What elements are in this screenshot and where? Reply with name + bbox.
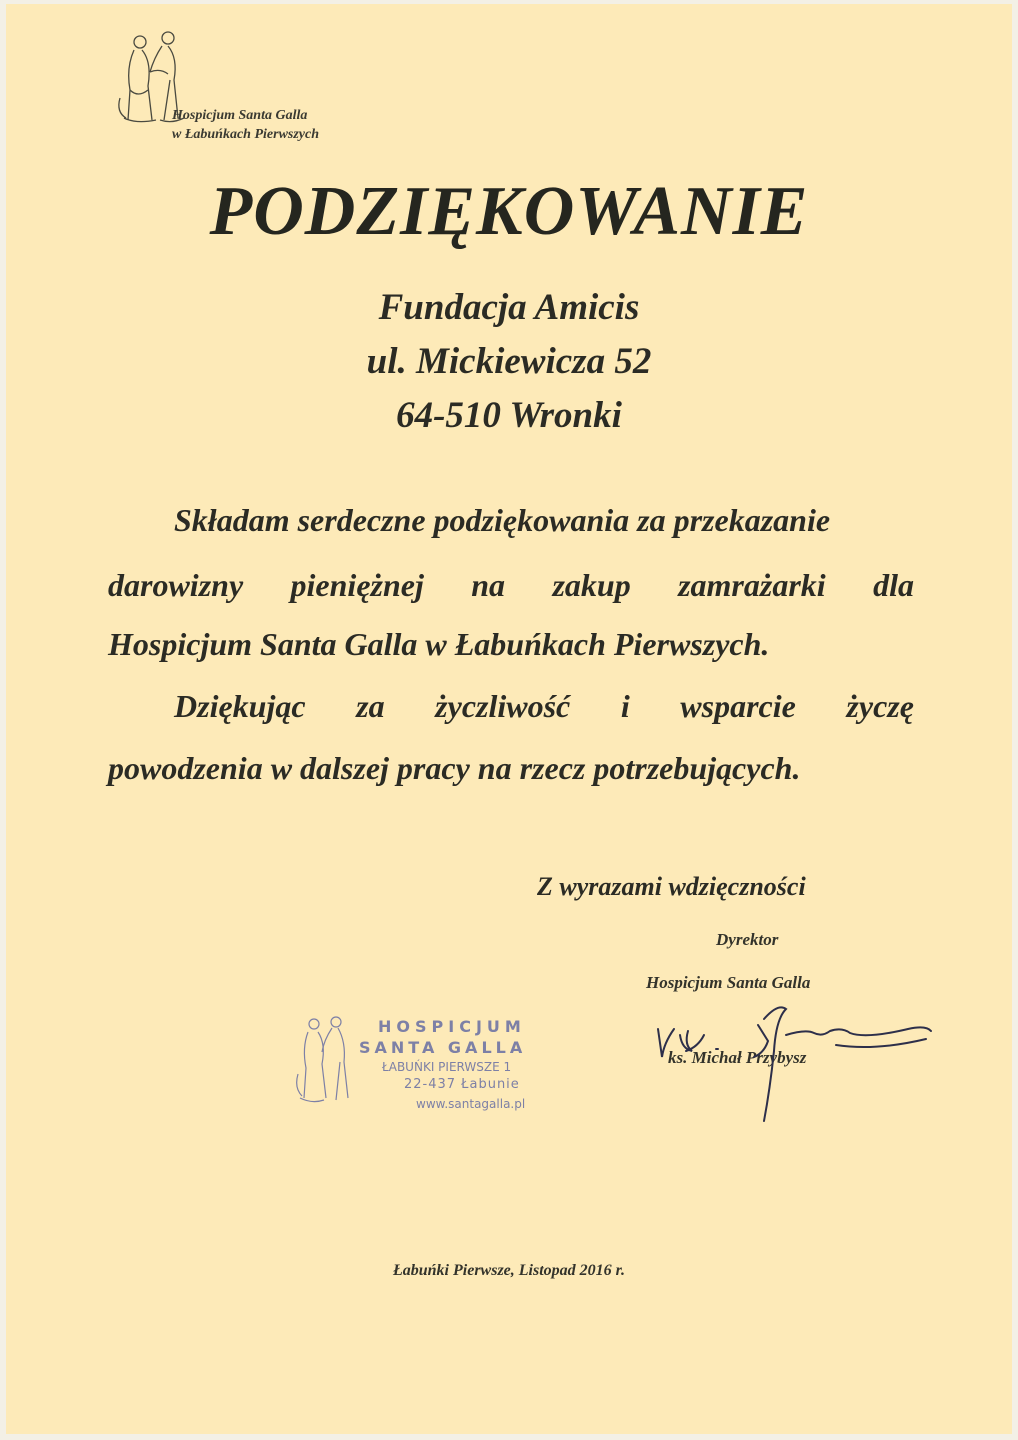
body-line-1: Składam serdeczne podziękowania za przekazanie [174, 502, 831, 538]
signatory-name: ks. Michał Przybysz [668, 1048, 807, 1067]
document-title: PODZIĘKOWANIE [209, 173, 809, 250]
body-word: zamrażarki [678, 567, 826, 603]
body-word: darowizny [108, 567, 244, 603]
closing-phrase: Z wyrazami wdzięczności [537, 872, 806, 901]
body-line-5: powodzenia w dalszej pracy na rzecz potrzebujących. [108, 750, 801, 786]
body-word: Dziękując [174, 688, 306, 724]
body-word: życzliwość [435, 688, 571, 724]
body-word: życzę [846, 688, 914, 724]
recipient-name: Fundacja Amicis [378, 287, 640, 328]
body-word: pieniężnej [290, 567, 424, 603]
handwritten-signature [646, 989, 946, 1139]
signatory-institution: Hospicjum Santa Galla [646, 973, 811, 992]
stamp-line2: SANTA GALLA [359, 1038, 527, 1057]
document-page [6, 4, 1012, 1434]
header-org-line2: w Łabuńkach Pierwszych [172, 127, 320, 142]
body-word: wsparcie [680, 688, 796, 724]
body-word: za [356, 688, 385, 724]
body-line-2 [108, 567, 914, 604]
stamp-line5: www.santagalla.pl [416, 1097, 526, 1111]
stamp-line4: 22-437 Łabunie [404, 1077, 520, 1092]
recipient-street: ul. Mickiewicza 52 [366, 341, 652, 382]
header-org-line1: Hospicjum Santa Galla [172, 108, 308, 123]
body-word: dla [873, 567, 914, 603]
body-line-3: Hospicjum Santa Galla w Łabuńkach Pierwszych. [108, 626, 770, 662]
signatory-role: Dyrektor [716, 930, 779, 949]
body-word: i [620, 688, 630, 724]
recipient-city: 64-510 Wronki [396, 395, 622, 436]
place-and-date: Łabuńki Pierwsze, Listopad 2016 r. [392, 1262, 626, 1279]
stamp-logo-icon [294, 1014, 356, 1106]
stamp-line1: HOSPICJUM [378, 1017, 526, 1036]
body-word: zakup [552, 567, 631, 603]
body-line-4 [174, 688, 914, 725]
header-org-name [172, 106, 319, 144]
body-word: na [471, 567, 506, 603]
stamp-line3: ŁABUŃKI PIERWSZE 1 [382, 1060, 512, 1074]
